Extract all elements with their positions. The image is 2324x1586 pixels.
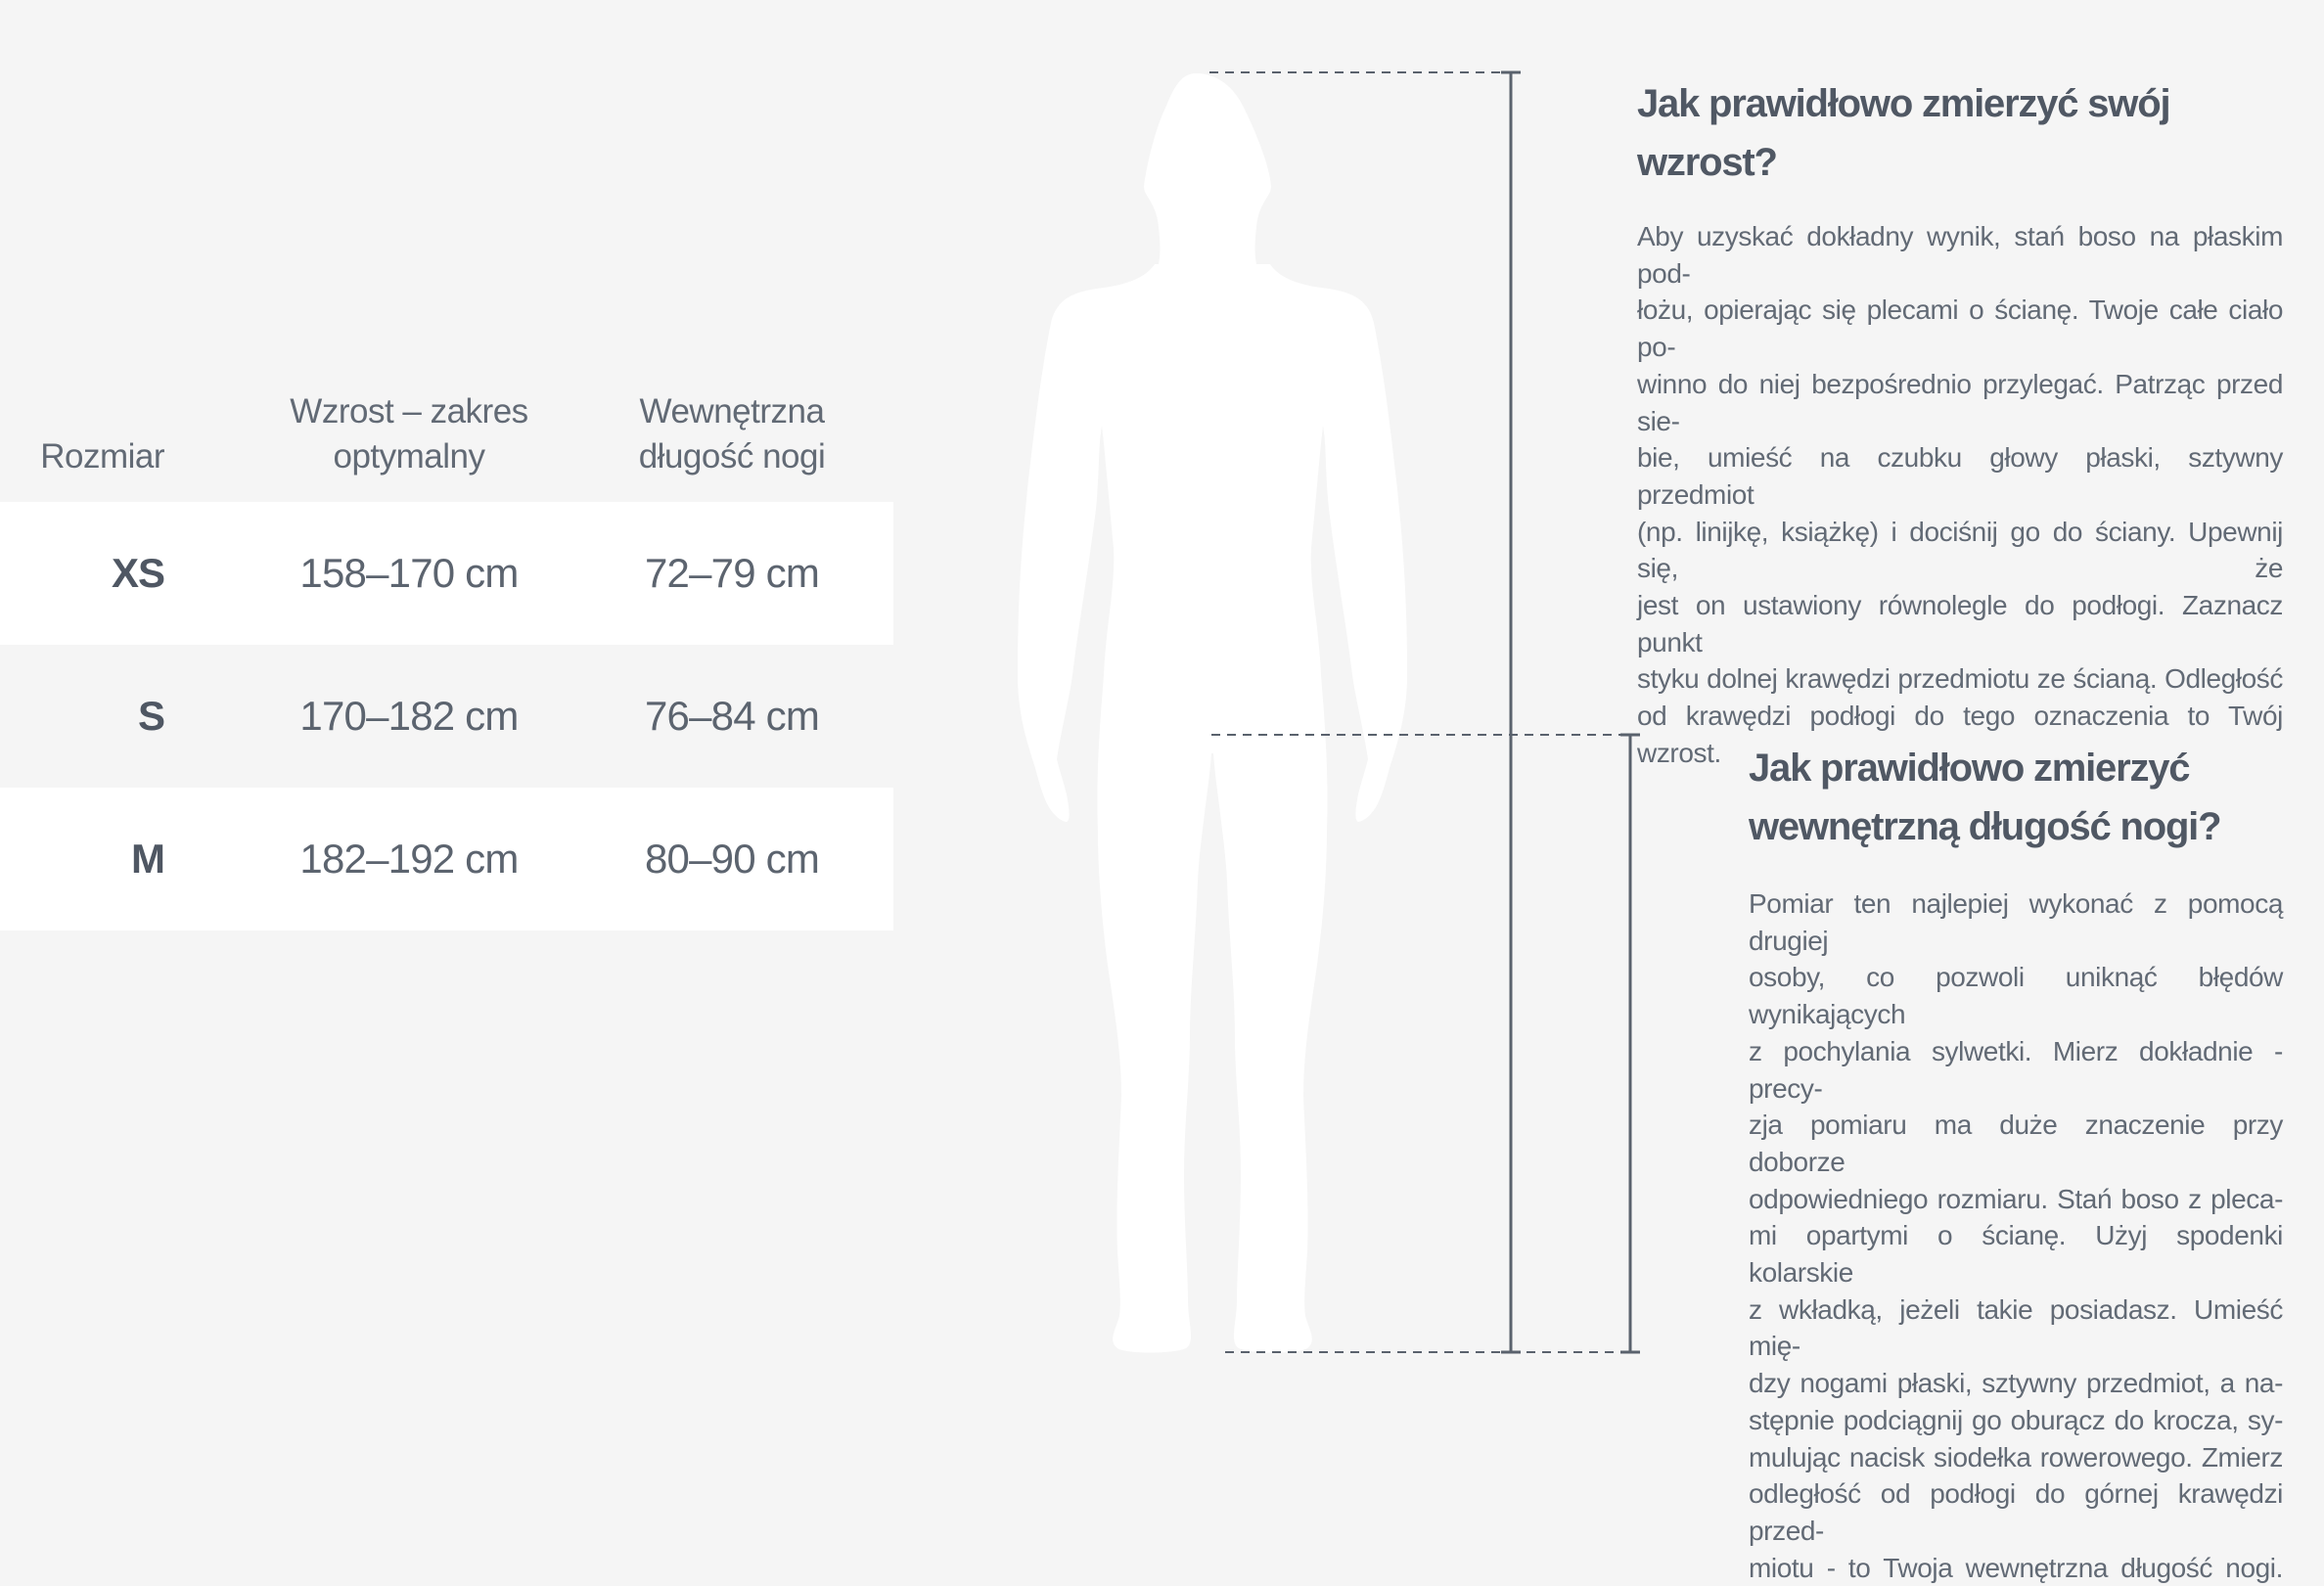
text-line: bie, umieść na czubku głowy płaski, sztywny przedmiot bbox=[1637, 442, 2283, 510]
text-line: styku dolnej krawędzi przedmiotu ze ścianą. Odległość bbox=[1637, 663, 2283, 695]
height-title: Jak prawidłowo zmierzyć swój wzrost? bbox=[1637, 82, 2170, 184]
header-leg-line2: długość nogi bbox=[638, 437, 826, 476]
text-line: zja pomiaru ma duże znaczenie przy doborze bbox=[1749, 1110, 2283, 1177]
header-size: Rozmiar bbox=[40, 437, 164, 476]
text-line: dzy nogami płaski, sztywny przedmiot, a na- bbox=[1749, 1368, 2283, 1399]
text-line: od krawędzi podłogi do tego oznaczenia to Twój wzrost. bbox=[1637, 701, 2283, 768]
leg-range: 72–79 cm bbox=[644, 550, 820, 596]
text-line: Pomiar ten najlepiej wykonać z pomocą drugiej bbox=[1749, 888, 2283, 956]
leg-range: 76–84 cm bbox=[644, 693, 820, 739]
text-line: miotu - to Twoja wewnętrzna długość nogi. bbox=[1749, 1552, 2283, 1583]
inseam-title bbox=[1749, 739, 2283, 856]
text-line: osoby, co pozwoli uniknąć błędów wynikających bbox=[1749, 962, 2283, 1030]
human-silhouette bbox=[1018, 73, 1407, 1353]
inseam-description bbox=[1749, 885, 2283, 1586]
text-line: jest on ustawiony równolegle do podłogi. Zaznacz punkt bbox=[1637, 590, 2283, 657]
header-height-line2: optymalny bbox=[333, 437, 485, 476]
size-label: XS bbox=[111, 550, 164, 596]
text-line: mulując nacisk siodełka rowerowego. Zmierz bbox=[1749, 1441, 2283, 1473]
size-label: M bbox=[131, 836, 164, 882]
text-line: Aby uzyskać dokładny wynik, stań boso na płaskim pod- bbox=[1637, 221, 2283, 289]
size-label: S bbox=[137, 693, 164, 739]
height-range: 158–170 cm bbox=[299, 550, 519, 596]
header-height-line1: Wzrost – zakres bbox=[290, 392, 528, 430]
inseam-title-line2: wewnętrzną długość nogi? bbox=[1749, 805, 2221, 848]
text-line: łożu, opierając się plecami o ścianę. Twoje całe ciało po- bbox=[1637, 295, 2283, 363]
text-line: stępnie podciągnij go oburącz do krocza, sy- bbox=[1749, 1404, 2283, 1435]
text-line: odległość od podłogi do górnej krawędzi przed- bbox=[1749, 1478, 2283, 1546]
leg-range: 80–90 cm bbox=[644, 836, 820, 882]
text-line: z pochylania sylwetki. Mierz dokładnie - precy- bbox=[1749, 1035, 2283, 1104]
silhouette-body bbox=[1018, 264, 1407, 1353]
inseam-title-line1: Jak prawidłowo zmierzyć bbox=[1749, 747, 2190, 790]
text-line: (np. linijkę, książkę) i dociśnij go do ściany. Upewnij się, że bbox=[1637, 516, 2283, 584]
header-leg-line1: Wewnętrzna bbox=[639, 392, 825, 430]
height-range: 170–182 cm bbox=[299, 693, 519, 739]
text-line: z wkładką, jeżeli takie posiadasz. Umieść mię- bbox=[1749, 1293, 2283, 1362]
text-line: mi opartymi o ścianę. Użyj spodenki kolarskie bbox=[1749, 1220, 2283, 1289]
text-line: odpowiedniego rozmiaru. Stań boso z pleca- bbox=[1749, 1183, 2283, 1214]
silhouette-head bbox=[1144, 73, 1271, 282]
height-description bbox=[1637, 218, 2283, 772]
height-range: 182–192 cm bbox=[299, 836, 519, 882]
inseam-instructions bbox=[1749, 739, 2283, 1586]
height-instructions bbox=[1637, 74, 2283, 772]
text-line: winno do niej bezpośrednio przylegać. Patrząc przed sie- bbox=[1637, 368, 2283, 436]
